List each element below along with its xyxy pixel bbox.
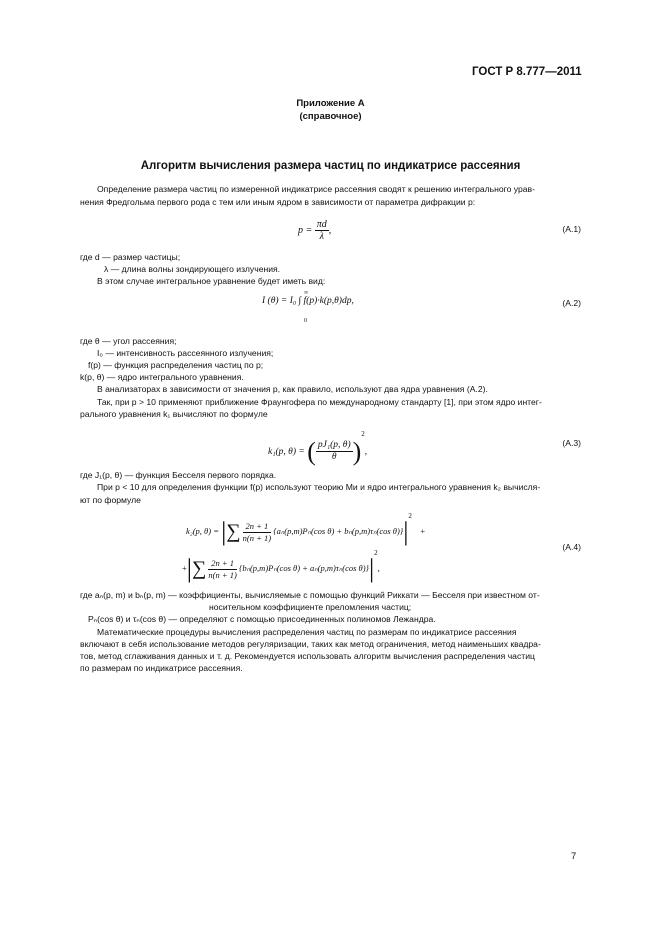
- where-bessel: где J₁(p, θ) — функция Бесселя первого порядка.: [80, 470, 277, 480]
- paragraph-1-line-2: нения Фредгольма первого рода с тем или иным ядром в зависимости от параметра дифракции p:: [80, 197, 476, 207]
- where-legendre: Pₙ(cos θ) и τₙ(cos θ) — определяют с помощью присоединенных полиномов Лежандра.: [88, 614, 436, 624]
- where-lambda: λ — длина волны зондирующего излучения.: [104, 264, 281, 274]
- equation-a2: [262, 290, 354, 324]
- eq-a4-lhs: k₂(p, θ) =: [186, 526, 219, 536]
- equation-a1: p = $\frac{\pi d}{\lambda}$ ,: [298, 219, 332, 242]
- paragraph-5-line-1: При p < 10 для определения функции f(p) используют теорию Ми и ядро интегрального уравнения k₂ вычисля-: [97, 482, 541, 492]
- eq-a1-numerator: πd: [316, 219, 327, 230]
- appendix-title: Приложение А: [296, 98, 365, 109]
- eq-a2-body: I (θ) = I₀ ∫ f(p)·k(p,θ)dp,: [262, 296, 354, 306]
- eq-a4-body-2: {bₙ(p,m)Pₙ(cos θ) + aₙ(p,m)τₙ(cos θ)}: [238, 563, 369, 573]
- paragraph-6-line-3: тов, метод сглаживания данных и т. д. Рекомендуется использовать алгоритм вычисления распределения частиц: [80, 651, 535, 661]
- eq-a3-fraction: [316, 440, 353, 463]
- paragraph-5-line-2: ют по формуле: [80, 495, 141, 505]
- where-I0: I₀ — интенсивность рассеянного излучения;: [97, 348, 274, 358]
- equation-a3: k₁(p, θ) = ( $\frac{\text{pJ₁(p, θ)}}{\theta}$ )$^2$,: [268, 430, 368, 466]
- where-k: k(p, θ) — ядро интегрального уравнения.: [80, 372, 244, 382]
- paragraph-1-line-1: Определение размера частиц по измеренной индикатрисе рассеяния сводят к решению интегрального урав-: [97, 184, 535, 194]
- paragraph-6-line-2: включают в себя использование методов регуляризации, таких как метод ограничения, метод наименьших квадра-: [80, 639, 541, 649]
- eq-a1-fraction: [315, 219, 329, 242]
- paragraph-6-line-4: по размерам по индикатрисе рассеяния.: [80, 663, 243, 673]
- eq-a3-denominator: θ: [331, 452, 337, 463]
- eq-a1-denominator: λ: [319, 231, 324, 242]
- paragraph-4-line-2: рального уравнения k₁ вычисляют по формуле: [80, 409, 268, 419]
- equation-a4-line-1: k₂(p, θ) = |∑ $\frac{2n + 1}{n(n + 1)}$ {aₙ(p,m)Pₙ(cos θ) + bₙ(p,m)τₙ(cos $\theta)\}|^2$ +: [186, 512, 426, 547]
- equation-a1-label: (А.1): [562, 224, 581, 234]
- appendix-subtitle: (справочное): [299, 111, 362, 122]
- standard-number: ГОСТ Р 8.777—2011: [472, 66, 582, 78]
- where-fp: f(p) — функция распределения частиц по p;: [88, 360, 264, 370]
- equation-a3-label: (А.3): [562, 438, 581, 448]
- where-coefficients-line-1: где aₙ(p, m) и bₙ(p, m) — коэффициенты, вычисляемые с помощью функций Риккати — Бесселя при известном от-: [80, 590, 540, 600]
- eq-a2-upper-limit: ∞: [304, 290, 309, 296]
- equation-a2-label: (А.2): [562, 298, 581, 308]
- section-title: Алгоритм вычисления размера частиц по индикатрисе рассеяния: [140, 160, 521, 172]
- eq-a1-lhs: p =: [298, 224, 313, 236]
- eq-a3-square: 2: [361, 430, 365, 438]
- eq-a4-fraction-2: $\frac{2n + 1}{n(n + 1)}$: [208, 557, 237, 580]
- eq-a4-fraction-1: $\frac{2n + 1}{n(n + 1)}$: [242, 520, 272, 543]
- eq-a3-lhs: k₁(p, θ) =: [268, 447, 305, 457]
- paragraph-4-line-1: Так, при p > 10 применяют приближение Фраунгофера по международному стандарту [1], при этом ядро интег-: [97, 397, 542, 407]
- where-coefficients-line-2: носительном коэффициенте преломления частиц;: [209, 602, 412, 612]
- equation-a4-line-2: +|∑ $\frac{2n + 1}{n(n + 1)}$ {bₙ(p,m)Pₙ(cos θ) + aₙ(p,m)τₙ(cos $\theta)\}|^2$,: [182, 549, 380, 584]
- paragraph-6-line-1: Математические процедуры вычисления распределения частиц по размерам по индикатрисе рассеяния: [97, 627, 517, 637]
- page-number: 7: [571, 851, 577, 862]
- equation-a4-label: (А.4): [562, 542, 581, 552]
- eq-a4-body-1: {aₙ(p,m)Pₙ(cos θ) + bₙ(p,m)τₙ(cos θ)}: [273, 526, 404, 536]
- eq-a2-lower-limit: 0: [304, 318, 307, 324]
- paragraph-2: В этом случае интегральное уравнение будет иметь вид:: [97, 276, 326, 286]
- where-d: где d — размер частицы;: [80, 252, 181, 262]
- eq-a3-numerator: pJ₁(p, θ): [317, 440, 351, 451]
- where-theta: где θ — угол рассеяния;: [80, 336, 177, 346]
- paragraph-3: В анализаторах в зависимости от значения p, как правило, используют два ядра уравнения (А.2).: [97, 384, 488, 394]
